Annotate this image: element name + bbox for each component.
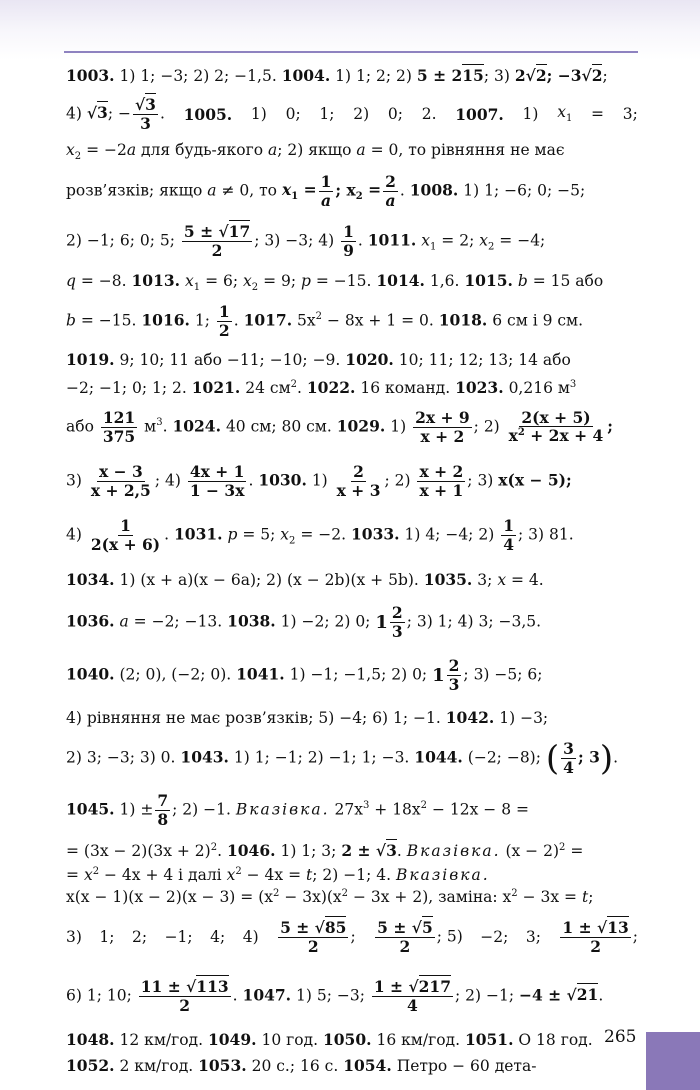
fraction: $\frac{7}{8}$ bbox=[157, 790, 169, 829]
text-segment: 3; bbox=[525, 928, 541, 946]
fraction: $\frac{1}{9}$ bbox=[343, 221, 354, 260]
text-line bbox=[66, 562, 638, 596]
text-line bbox=[66, 864, 638, 886]
fraction: $\frac{1}{4}$ bbox=[503, 515, 514, 554]
text-segment: 4; bbox=[210, 928, 226, 946]
text-segment: 4) рівняння не має розв’язків; 5) −4; 6) 1; −1. 1042. 1) −3; bbox=[66, 707, 549, 727]
fraction: $\frac{√3}{3}$ bbox=[134, 94, 156, 133]
text-segment: або $\frac{121}{375}$ $м^3$. 1024. 40 см; 80 см. 1029. 1) $\frac{2x + 9}{x + 2}$ ; 2) $\frac{2(x + 5)}{x^2 + 2x + 4}$ ; bbox=[66, 407, 614, 446]
fraction: $\frac{4x + 1}{1 - 3x}$ bbox=[189, 461, 245, 500]
text-segment: 1048. 12 км/год. 1049. 10 год. 1050. 16 км/год. 1051. О 18 год. bbox=[66, 1029, 593, 1049]
fraction: $\frac{11 \pm √113}{2}$ bbox=[140, 976, 229, 1015]
text-segment: = bbox=[591, 105, 605, 123]
fraction: $\frac{2}{3}$ bbox=[448, 655, 460, 694]
fraction: $\frac{1 \pm √13}{2}$ bbox=[562, 917, 629, 956]
text-segment: 3; bbox=[622, 105, 638, 123]
text-line bbox=[66, 966, 638, 1026]
text-line bbox=[66, 138, 638, 166]
fraction: $\frac{5 \pm √17}{2}$ bbox=[183, 221, 251, 260]
text-segment: 1052. 2 км/год. 1053. 20 с.; 16 с. 1054. Петро − 60 дета- bbox=[66, 1055, 537, 1075]
fraction: $\frac{3}{4}$ bbox=[563, 738, 574, 777]
text-segment: q = −8. 1013. $x_1 = 6$; $x_2 = 9$; p = −15. 1014. 1,6. 1015. b = 15 або bbox=[66, 270, 604, 294]
text-segment: 1045. 1) ± $\frac{7}{8}$ ; 2) −1. Вказівка. $27x^3 + 18x^2 - 12x - 8$ = bbox=[66, 790, 529, 829]
text-segment: $\frac{5 \pm √85}{2}$ ; bbox=[280, 917, 356, 956]
text-segment: $\frac{5 \pm √5}{2}$ ; 5) bbox=[377, 917, 463, 956]
answers-text bbox=[66, 60, 638, 1078]
text-segment: b = −15. 1016. 1; $\frac{1}{2}$ . 1017. $5x^2 - 8x + 1 = 0$. 1018. 6 см і 9 см. bbox=[66, 301, 584, 340]
text-segment: 1) bbox=[250, 105, 267, 123]
fraction: $\frac{x - 3}{x + 2,5}$ bbox=[90, 461, 151, 500]
text-line bbox=[66, 648, 638, 702]
text-segment: 0; bbox=[285, 105, 301, 123]
text-line bbox=[66, 702, 638, 732]
text-line bbox=[66, 374, 638, 400]
fraction: $\frac{5 \pm √85}{2}$ bbox=[280, 917, 347, 956]
text-line bbox=[66, 454, 638, 508]
fraction: $\frac{1 \pm √217}{4}$ bbox=[373, 976, 451, 1015]
text-segment: 2) −1; 6; 0; 5; $\frac{5 \pm √17}{2}$ ; 3) −3; 4) $\frac{1}{9}$ . 1011. $x_1 = 2$; $x_2 = -4$; bbox=[66, 221, 546, 260]
text-line bbox=[66, 60, 638, 90]
text-segment: $\frac{1 \pm √13}{2}$ ; bbox=[562, 917, 638, 956]
text-segment: 4) √3; − $\frac{√3}{3}$ . bbox=[66, 94, 165, 133]
text-line bbox=[66, 298, 638, 344]
text-segment: = $x^2 - 4x + 4$ і далі $x^2 - 4x = t$; 2) −1; 4. Вказівка. bbox=[66, 865, 490, 885]
text-line bbox=[66, 90, 638, 138]
text-segment: 1005. bbox=[183, 104, 233, 124]
text-line bbox=[66, 508, 638, 562]
text-segment: 4) bbox=[242, 928, 259, 946]
text-segment: 4) $\frac{1}{2(x + 6)}$ . 1031. p = 5; $x_2 = -2$. 1033. 1) 4; −4; 2) $\frac{1}{4}$ ; 3) 81. bbox=[66, 515, 574, 554]
text-line bbox=[66, 266, 638, 298]
fraction: $\frac{1}{2(x + 6)}$ bbox=[90, 515, 161, 554]
text-segment: 1019. 9; 10; 11 або −11; −10; −9. 1020. 10; 11; 12; 13; 14 або bbox=[66, 349, 571, 369]
fraction: $\frac{2}{x + 3}$ bbox=[336, 461, 381, 500]
text-segment: 2) bbox=[353, 105, 370, 123]
text-line bbox=[66, 596, 638, 648]
text-segment: 1040. (2; 0), (−2; 0). 1041. 1) −1; −1,5; 2) 0; 1 $\frac{2}{3}$ ; 3) −5; 6; bbox=[66, 655, 543, 694]
text-segment: 1036. a = −2; −13. 1038. 1) −2; 2) 0; 1 $\frac{2}{3}$ ; 3) 1; 4) 3; −3,5. bbox=[66, 602, 542, 641]
text-line bbox=[66, 166, 638, 216]
text-segment: 1034. 1) (x + a)(x − 6a); 2) (x − 2b)(x + 5b). 1035. 3; x = 4. bbox=[66, 569, 544, 589]
text-segment: 1003. 1) 1; −3; 2) 2; −1,5. 1004. 1) 1; 2; 2) 5 ± 215; 3) 2√2; −3√2; bbox=[66, 65, 608, 85]
text-segment: 3) bbox=[66, 928, 82, 946]
fraction: $\frac{5 \pm √5}{2}$ bbox=[377, 917, 433, 956]
text-segment: −2; −1; 0; 1; 2. 1021. 24 $см^2$. 1022. 16 команд. 1023. 0,216 $м^3$ bbox=[66, 377, 577, 397]
fraction: $\frac{2}{a}$ bbox=[385, 171, 396, 210]
text-line bbox=[66, 908, 638, 966]
text-segment: 6) 1; 10; $\frac{11 \pm √113}{2}$ . 1047. 1) 5; −3; $\frac{1 \pm √217}{4}$ ; 2) −1; −4 ± √21. bbox=[66, 976, 604, 1015]
fraction: $\frac{2}{3}$ bbox=[391, 602, 403, 641]
text-segment: 2; bbox=[131, 928, 148, 946]
text-line bbox=[66, 886, 638, 908]
fraction: $\frac{2x + 9}{x + 2}$ bbox=[415, 407, 470, 446]
text-segment: 1; bbox=[319, 105, 335, 123]
text-segment: розв’язків; якщо a ≠ 0, то $x_1$ = $\frac{1}{a}$ ; $x_2$ = $\frac{2}{a}$ . 1008. 1) 1; −6; 0; −5; bbox=[66, 171, 586, 210]
text-line bbox=[66, 1026, 638, 1052]
fraction: $\frac{2(x + 5)}{x^2 + 2x + 4}$ bbox=[508, 407, 604, 446]
text-segment: $x_2 = -2a$ для будь-якого a; 2) якщо a = 0, то рівняння не має bbox=[66, 141, 565, 163]
corner-tab bbox=[646, 1032, 700, 1090]
text-segment: 2. bbox=[421, 105, 437, 123]
fraction: $\frac{121}{375}$ bbox=[102, 407, 136, 446]
page-number: 265 bbox=[604, 1027, 637, 1047]
text-line bbox=[66, 400, 638, 454]
text-segment: $x(x - 1)(x - 2)(x - 3) = (x^2 - 3x)(x^2 - 3x + 2)$, заміна: $x^2 - 3x = t$; bbox=[66, 887, 594, 907]
text-line bbox=[66, 784, 638, 836]
text-segment: 2) 3; −3; 3) 0. 1043. 1) 1; −1; 2) −1; 1; −3. 1044. (−2; −8); ( $\frac{3}{4}$ ; 3). bbox=[66, 738, 619, 778]
text-segment: = $(3x - 2)(3x + 2)^2$. 1046. 1) 1; 3; 2 ± √3. Вказівка. $(x - 2)^2$ = bbox=[66, 840, 584, 860]
text-segment: 1; bbox=[99, 928, 115, 946]
text-segment: 1) bbox=[522, 105, 539, 123]
text-line bbox=[66, 216, 638, 266]
fraction: $\frac{x + 2}{x + 1}$ bbox=[419, 461, 464, 500]
text-segment: $x_1$ bbox=[557, 103, 573, 125]
text-line bbox=[66, 836, 638, 864]
header-rule bbox=[64, 51, 638, 53]
text-line bbox=[66, 344, 638, 374]
text-segment: −2; bbox=[480, 928, 509, 946]
fraction: $\frac{1}{a}$ bbox=[320, 171, 332, 210]
text-segment: 0; bbox=[387, 105, 403, 123]
text-segment: 1007. bbox=[455, 104, 504, 124]
text-line bbox=[66, 1052, 638, 1078]
text-segment: 3) $\frac{x - 3}{x + 2,5}$ ; 4) $\frac{4x + 1}{1 - 3x}$ . 1030. 1) $\frac{2}{x + 3}$ ; 2) $\frac{x + 2}{x + 1}$ ; 3) x(x − 5); bbox=[66, 461, 572, 500]
fraction: $\frac{1}{2}$ bbox=[218, 301, 230, 340]
text-segment: −1; bbox=[164, 928, 193, 946]
text-line bbox=[66, 732, 638, 784]
